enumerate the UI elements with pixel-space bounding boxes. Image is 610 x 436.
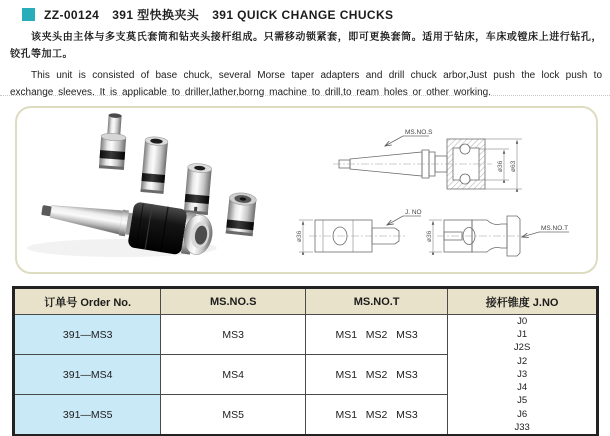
- product-title-en: 391 QUICK CHANGE CHUCKS: [212, 7, 394, 22]
- arbor-dim: ø36: [296, 230, 303, 242]
- j-no-cell: [448, 315, 597, 436]
- chuck-dim-inner: ø36: [497, 160, 504, 172]
- j-no-value: J2: [517, 355, 528, 367]
- figure-frame: [15, 106, 598, 274]
- photo-sleeve-adapter-1: [141, 136, 169, 194]
- adapter-dim: ø36: [426, 230, 433, 242]
- col-header-ms-no-s: MS.NO.S: [161, 288, 306, 315]
- j-no-value: J6: [517, 408, 528, 420]
- ms-no-s-cell: MS5: [161, 395, 306, 436]
- photo-sleeve-adapter-2: [184, 163, 212, 215]
- separator-dotted-line: [0, 95, 610, 96]
- chuck-taper-label: MS.NO.S: [405, 129, 433, 136]
- product-photo: [27, 113, 257, 260]
- order-no-cell: 391—MS3: [14, 315, 161, 355]
- arbor-taper-label: J. NO: [405, 209, 422, 216]
- ms-no-s-cell: MS4: [161, 355, 306, 395]
- drawing-adapter: [429, 216, 569, 256]
- j-no-value: J33: [514, 421, 530, 433]
- adapter-taper-label: MS.NO.T: [541, 225, 569, 232]
- description-block: [10, 29, 602, 101]
- description-chinese: 该夹头由主体与多支莫氏套筒和钻夹头接杆组成。只需移动锁紧套，即可更换套筒。适用于钻床，车床或镗床上进行钻孔，铰孔等加工。: [10, 32, 602, 60]
- order-no-cell: 391—MS5: [14, 395, 161, 436]
- j-no-value: J5: [517, 395, 528, 407]
- ms-no-s-cell: MS3: [161, 315, 306, 355]
- figure-graphic: [17, 108, 592, 268]
- j-no-value: J2S: [513, 342, 531, 354]
- j-no-value: J4: [517, 382, 528, 394]
- page-title: [44, 6, 406, 23]
- j-no-value: J0: [517, 316, 528, 328]
- j-no-value: J1: [517, 329, 528, 341]
- ms-no-t-cell: MS1 MS2 MS3: [305, 315, 447, 355]
- photo-arbor-adapter: [99, 113, 128, 170]
- table-row: [14, 315, 597, 355]
- photo-sleeve-adapter-3: [226, 192, 257, 237]
- chuck-dim-outer: ø63: [510, 160, 517, 172]
- j-no-value: J3: [517, 368, 528, 380]
- order-no-cell: 391—MS4: [14, 355, 161, 395]
- drawing-main-chuck: [333, 136, 522, 189]
- description-english: This unit is consisted of base chuck, several Morse taper adapters and drill chuck arbor,Just push the lock push to exchange sleeves. It is applicable to driller,lather,borng machine to drill,to ream holes or other working.: [10, 70, 602, 98]
- ms-no-t-cell: MS1 MS2 MS3: [305, 355, 447, 395]
- drawing-arbor: [299, 216, 421, 252]
- col-header-j-no: 接杆锥度 J.NO: [448, 288, 597, 315]
- product-code: ZZ-00124: [44, 7, 100, 22]
- ms-no-t-cell: MS1 MS2 MS3: [305, 395, 447, 436]
- teal-square-bullet-icon: [22, 8, 35, 21]
- spec-table-header-row: [14, 288, 597, 315]
- col-header-ms-no-t: MS.NO.T: [305, 288, 447, 315]
- spec-table: [13, 287, 598, 436]
- product-title-cn: 391 型快换夹头: [112, 7, 200, 22]
- col-header-order-no: 订单号 Order No.: [14, 288, 161, 315]
- page-header: [0, 5, 610, 23]
